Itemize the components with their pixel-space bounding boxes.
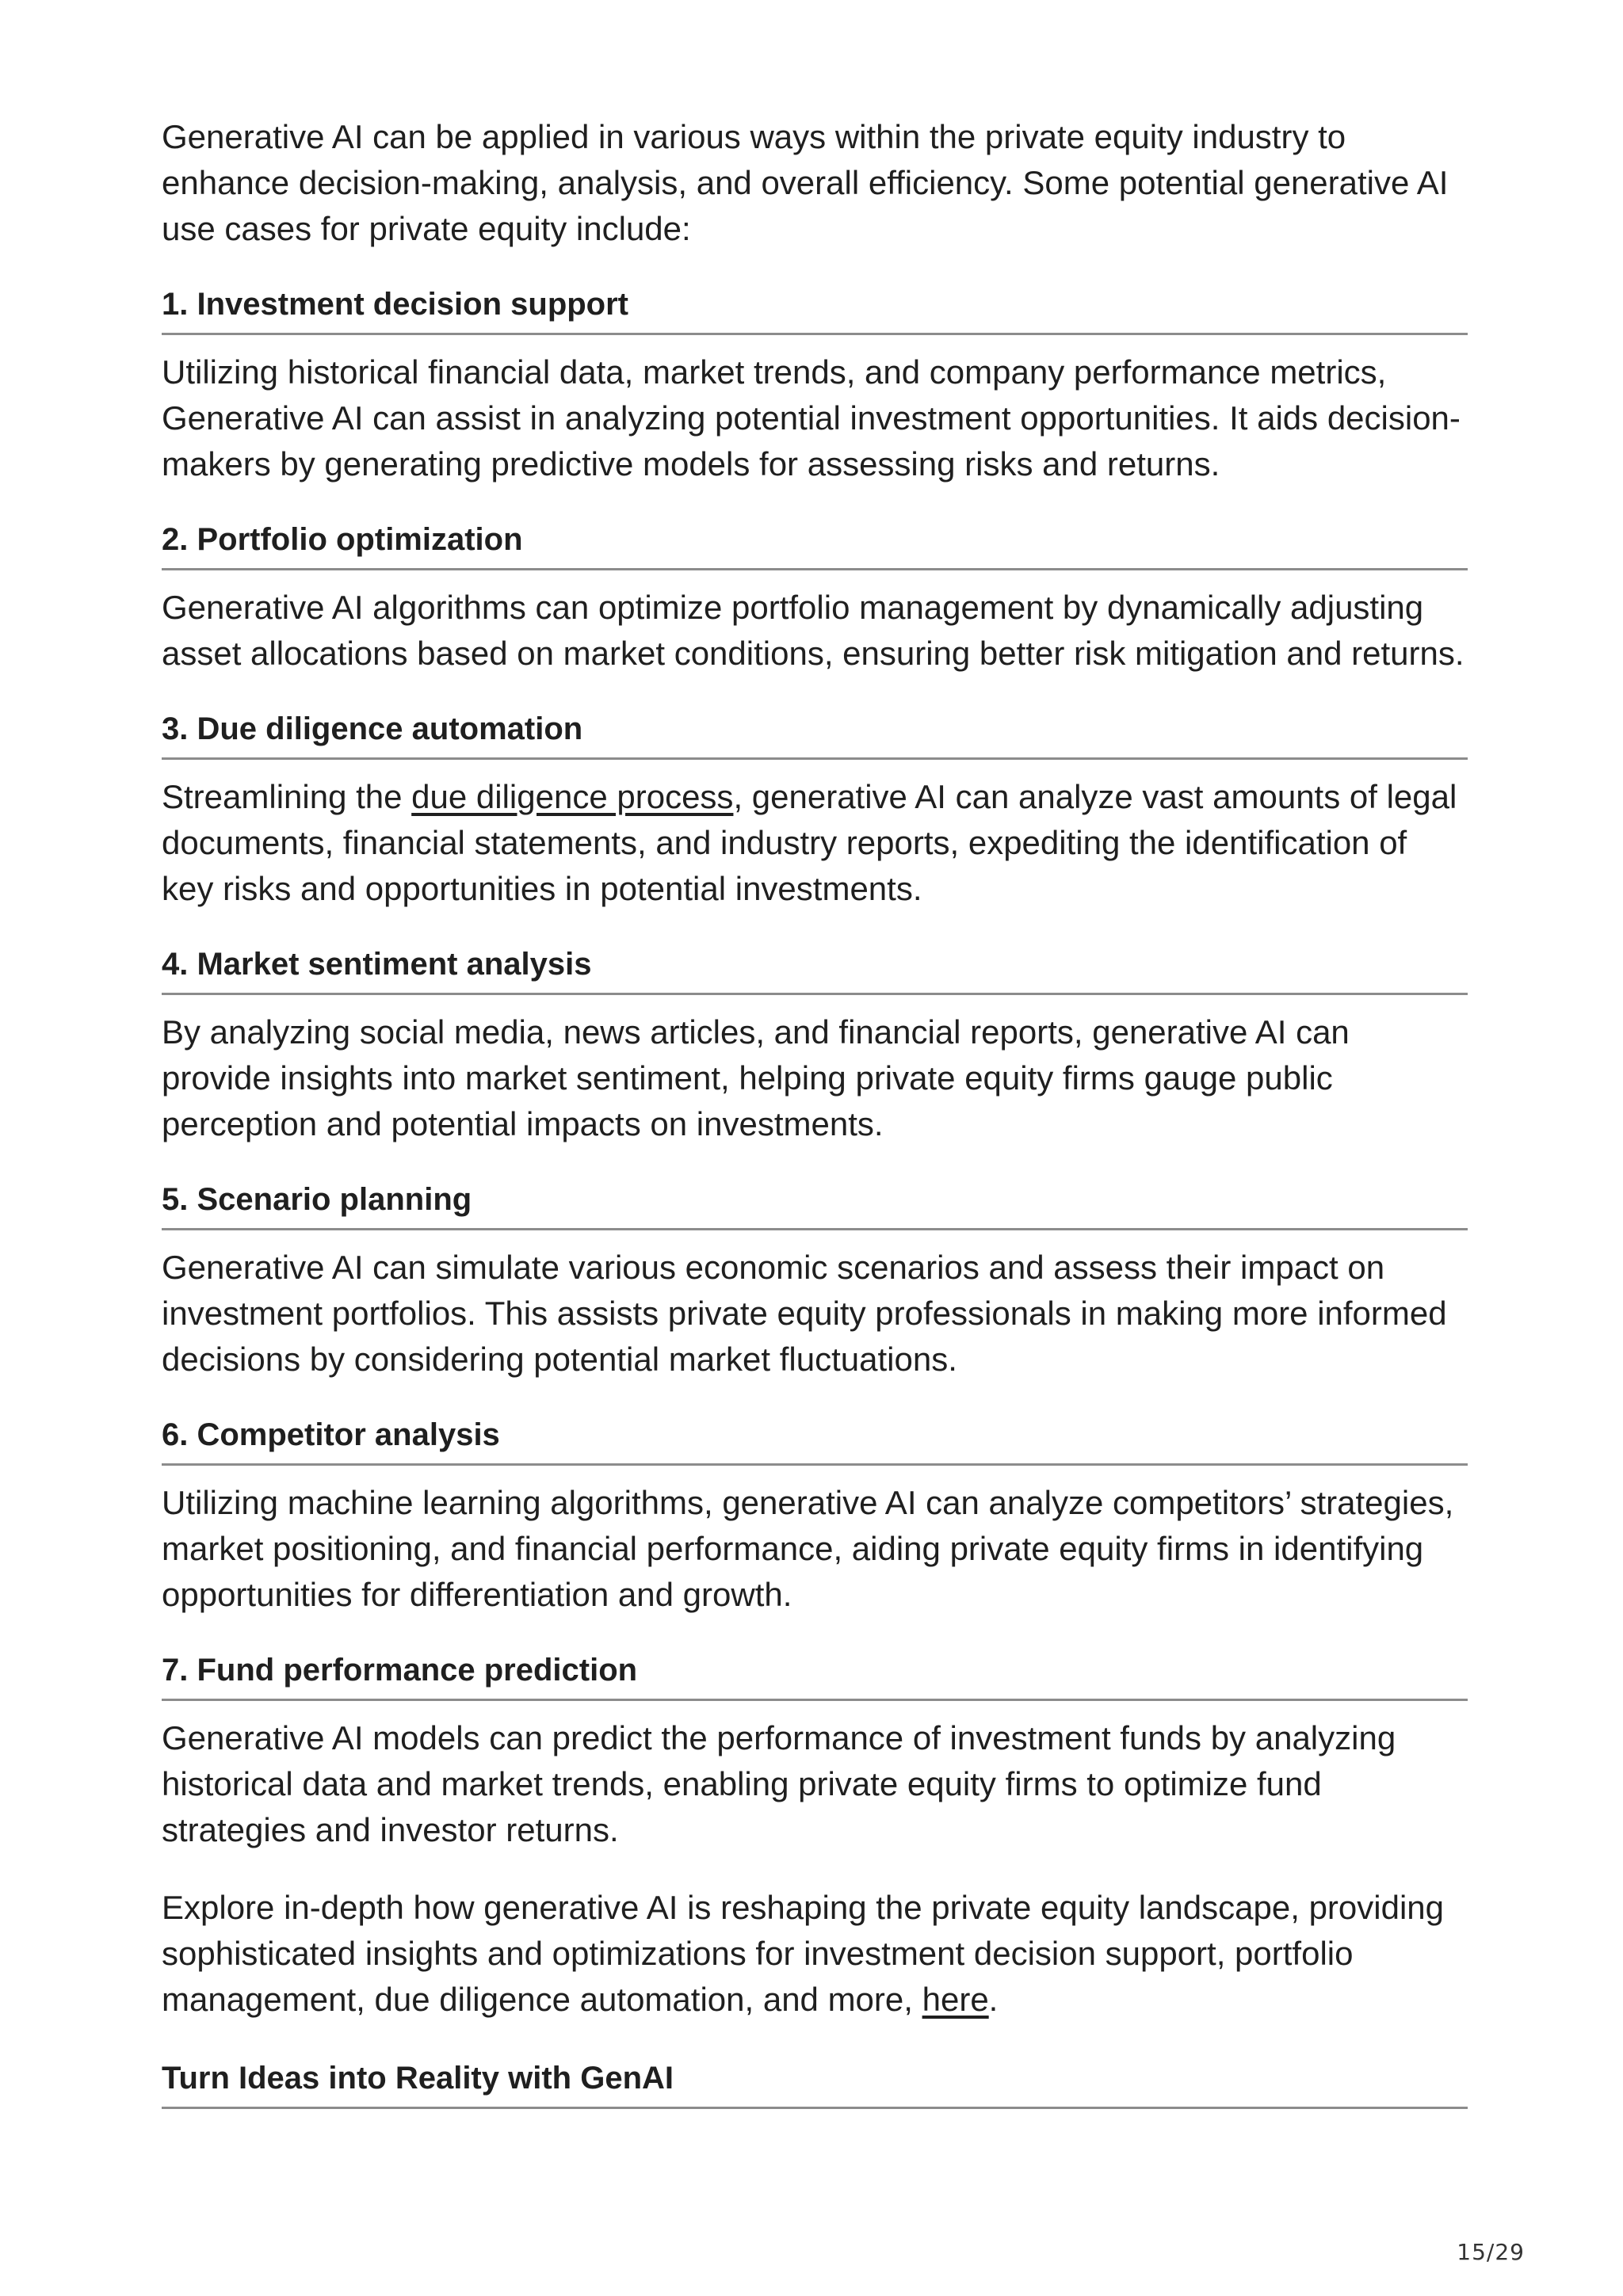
section-body: Generative AI can simulate various economic scenarios and assess their impact on investment portfolios. This assists private equity professionals in making more informed decisions by considering potential market fluctuations.	[162, 1249, 1447, 1378]
explore-text-after: .	[988, 1981, 999, 2018]
section-heading: 7. Fund performance prediction	[162, 1650, 1468, 1701]
section-due-diligence-automation	[162, 708, 1468, 912]
explore-text-before: Explore in-depth how generative AI is reshaping the private equity landscape, providing sophisticated insights and optimizations for investment decision support, portfolio management, due diligence automation, and more,	[162, 1889, 1445, 2018]
intro-paragraph: Generative AI can be applied in various ways within the private equity industry to enhance decision-making, analysis, and overall efficiency. Some potential generative AI use cases for private equity include:	[162, 118, 1449, 247]
section-body: By analyzing social media, news articles, and financial reports, generative AI can provide insights into market sentiment, helping private equity firms gauge public perception and potential impacts on investments.	[162, 1013, 1350, 1142]
section-fund-performance-prediction	[162, 1650, 1468, 1853]
section-body	[162, 774, 1468, 912]
document-page	[162, 114, 1468, 2123]
section-heading: 4. Market sentiment analysis	[162, 944, 1468, 995]
section-scenario-planning	[162, 1179, 1468, 1383]
section-body-text-before: Streamlining the	[162, 778, 412, 815]
section-body: Utilizing historical financial data, market trends, and company performance metrics, Generative AI can assist in analyzing potential investment opportunities. It aids decision-makers by generating predictive models for assessing risks and returns.	[162, 353, 1461, 482]
section-body: Generative AI models can predict the performance of investment funds by analyzing historical data and market trends, enabling private equity firms to optimize fund strategies and investor returns.	[162, 1719, 1396, 1848]
section-body: Utilizing machine learning algorithms, generative AI can analyze competitors’ strategies, market positioning, and financial performance, aiding private equity firms in identifying opportunities for differentiation and growth.	[162, 1484, 1454, 1613]
section-heading: 1. Investment decision support	[162, 284, 1468, 335]
section-heading: 2. Portfolio optimization	[162, 519, 1468, 570]
section-heading: 3. Due diligence automation	[162, 708, 1468, 760]
due-diligence-process-link[interactable]: due diligence process	[411, 778, 734, 815]
section-competitor-analysis	[162, 1414, 1468, 1618]
page-number: 15/29	[1457, 2239, 1525, 2265]
section-heading: 6. Competitor analysis	[162, 1414, 1468, 1466]
section-body-text-after: , generative AI can analyze vast amounts of legal documents, financial statements, and industry reports, expediting the identification of key risks and opportunities in potential investments.	[162, 778, 1457, 907]
section-investment-decision-support	[162, 284, 1468, 487]
section-body: Generative AI algorithms can optimize portfolio management by dynamically adjusting asset allocations based on market conditions, ensuring better risk mitigation and returns.	[162, 589, 1465, 672]
section-market-sentiment-analysis	[162, 944, 1468, 1147]
section-heading: 5. Scenario planning	[162, 1179, 1468, 1230]
genai-cta-heading: Turn Ideas into Reality with GenAI	[162, 2058, 1468, 2109]
section-portfolio-optimization	[162, 519, 1468, 677]
here-link[interactable]: here	[922, 1981, 989, 2018]
explore-paragraph	[162, 1885, 1468, 2023]
